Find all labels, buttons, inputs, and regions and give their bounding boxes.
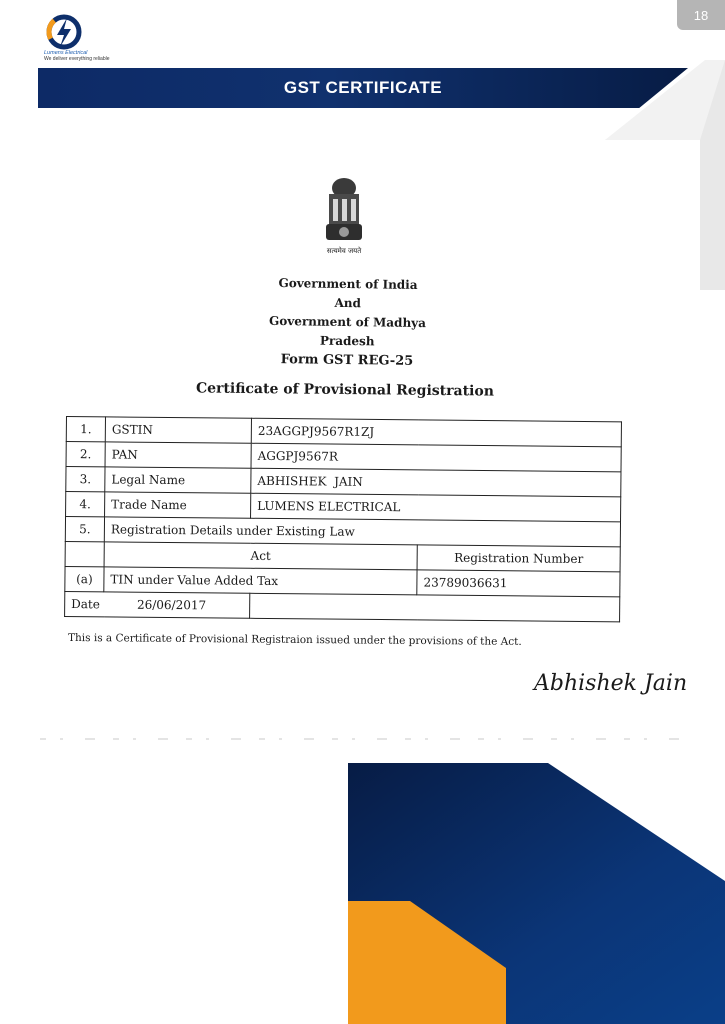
registration-number-header: Registration Number [417,545,620,572]
date-row [65,591,620,621]
signature [530,662,695,700]
act-header: Act [104,542,417,570]
row-label: Trade Name [105,492,251,518]
row-value: LUMENS ELECTRICAL [251,493,621,522]
row-value: AGGPJ9567R [251,443,621,472]
date-value: 26/06/2017 [136,597,207,613]
signature-text: Abhishek Jain [534,671,688,696]
bottom-decoration [348,763,725,1024]
row-number: 4. [66,492,105,517]
emblem-caption: सत्यमेव जयते [326,247,362,255]
row-number: 3. [66,467,105,492]
gov-line-3: Government of Madhya Pradesh [268,313,427,349]
row-value: ABHISHEK JAIN [251,468,621,497]
form-number: Form GST REG-25 [280,352,414,369]
registration-number-value: 23789036631 [417,570,620,597]
brand-name: Lumens Electrical [44,50,88,56]
row-label: PAN [105,442,251,468]
certificate-title: Certificate of Provisional Registration [195,380,495,400]
row-marker: (a) [65,566,104,591]
government-heading [239,274,455,372]
row-number: 2. [66,442,105,467]
brand-block [44,50,110,62]
gov-line-2: And [334,295,362,311]
date-label: Date [71,597,100,612]
empty-cell [250,593,620,622]
registration-table [64,416,622,622]
date-cell [65,591,250,618]
row-label: GSTIN [105,417,251,443]
row-number: 1. [66,417,105,442]
row-value: 23AGGPJ9567R1ZJ [251,418,621,447]
banner-title: GST CERTIFICATE [283,78,443,97]
page-number: 18 [677,0,725,30]
certificate-footer-note: This is a Certificate of Provisional Registraion issued under the provisions of the Act. [67,631,522,648]
gov-line-1: Government of India [278,276,418,292]
row-number: 5. [65,517,104,542]
brand-tagline: We deliver everything reliable [44,56,110,62]
empty-cell [65,541,104,566]
row-label: Registration Details under Existing Law [104,517,620,547]
row-label: Legal Name [105,467,251,493]
scan-artifact-line [40,736,680,742]
act-name: TIN under Value Added Tax [104,567,417,595]
